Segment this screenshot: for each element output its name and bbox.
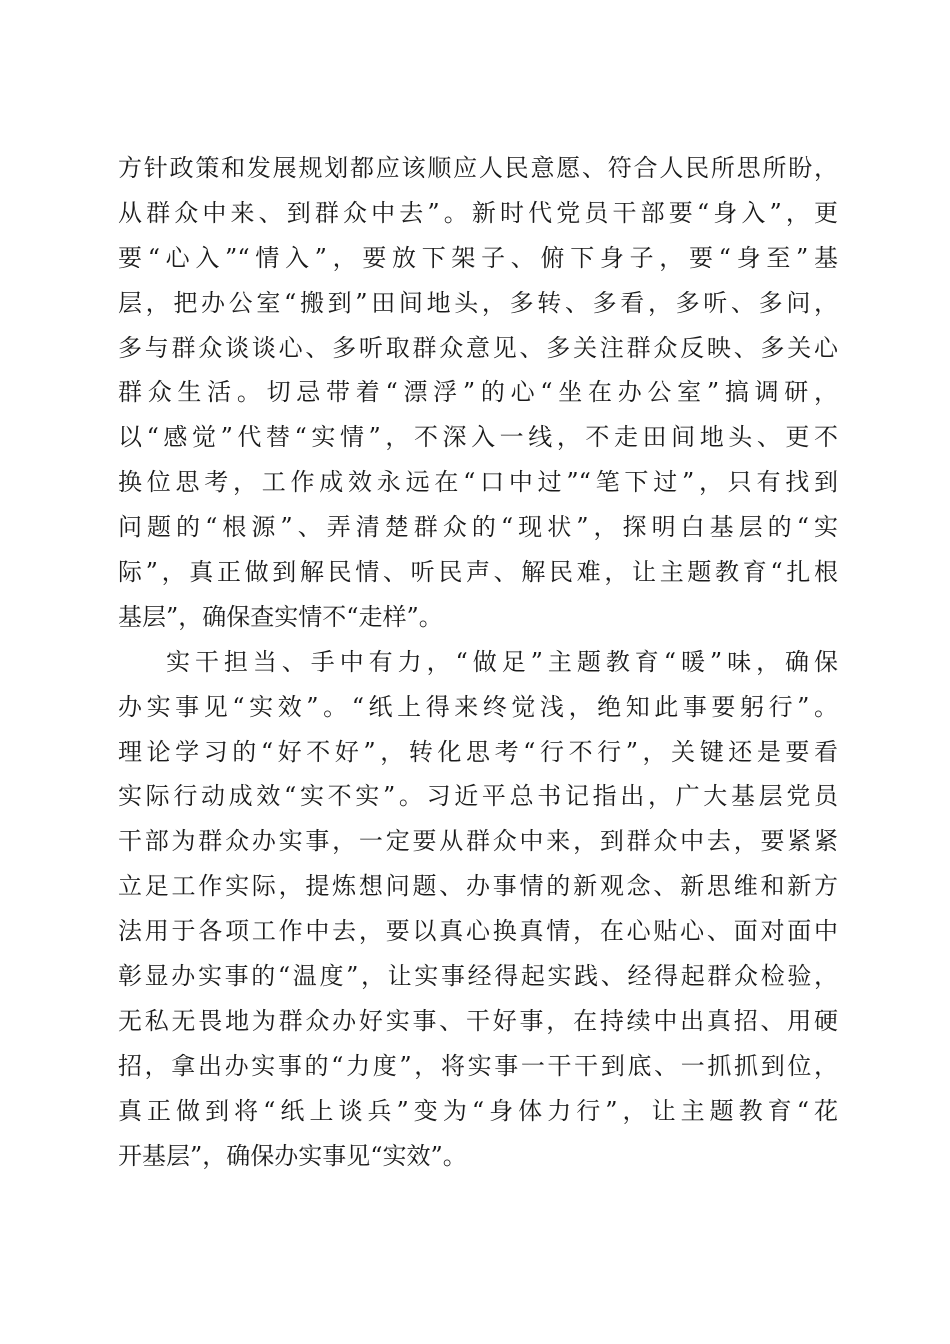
text-line: 真正做到将“纸上谈兵”变为“身体力行”，让主题教育“花 — [118, 1096, 838, 1125]
text-line: 干部为群众办实事，一定要从群众中来，到群众中去，要紧紧 — [118, 827, 838, 856]
text-line: 基层”，确保查实情不“走样”。 — [118, 602, 443, 631]
text-line: 实际行动成效“实不实”。习近平总书记指出，广大基层党员 — [118, 782, 838, 811]
text-line: 实干担当、手中有力，“做足”主题教育“暖”味，确保 — [166, 647, 838, 676]
text-line: 层，把办公室“搬到”田间地头，多转、多看，多听、多问， — [118, 288, 838, 317]
text-line: 立足工作实际，提炼想问题、办事情的新观念、新思维和新方 — [118, 872, 838, 901]
text-line: 问题的“根源”、弄清楚群众的“现状”，探明白基层的“实 — [118, 513, 838, 542]
text-line: 换位思考，工作成效永远在“口中过”“笔下过”，只有找到 — [118, 468, 838, 497]
text-line: 从群众中来、到群众中去”。新时代党员干部要“身入”，更 — [118, 198, 838, 227]
paragraph-1 — [118, 146, 838, 640]
paragraph-2 — [118, 640, 838, 1179]
text-line: 法用于各项工作中去，要以真心换真情，在心贴心、面对面中 — [118, 917, 838, 946]
text-line: 多与群众谈谈心、多听取群众意见、多关注群众反映、多关心 — [118, 333, 838, 362]
text-line: 开基层”，确保办实事见“实效”。 — [118, 1141, 467, 1170]
text-line: 理论学习的“好不好”，转化思考“行不行”，关键还是要看 — [118, 737, 838, 766]
text-line: 群众生活。切忌带着“漂浮”的心“坐在办公室”搞调研， — [118, 378, 838, 407]
text-line: 际”，真正做到解民情、听民声、解民难，让主题教育“扎根 — [118, 558, 838, 587]
text-line: 招，拿出办实事的“力度”，将实事一干干到底、一抓抓到位， — [118, 1051, 838, 1080]
text-line: 办实事见“实效”。“纸上得来终觉浅，绝知此事要躬行”。 — [118, 692, 838, 721]
text-line: 无私无畏地为群众办好实事、干好事，在持续中出真招、用硬 — [118, 1006, 838, 1035]
text-line: 彰显办实事的“温度”，让实事经得起实践、经得起群众检验， — [118, 962, 838, 991]
text-line: 要“心入”“情入”，要放下架子、俯下身子，要“身至”基 — [118, 243, 838, 272]
text-line: 以“感觉”代替“实情”，不深入一线，不走田间地头、更不 — [118, 423, 838, 452]
text-line: 方针政策和发展规划都应该顺应人民意愿、符合人民所思所盼， — [118, 154, 838, 182]
document-body — [118, 146, 838, 1178]
